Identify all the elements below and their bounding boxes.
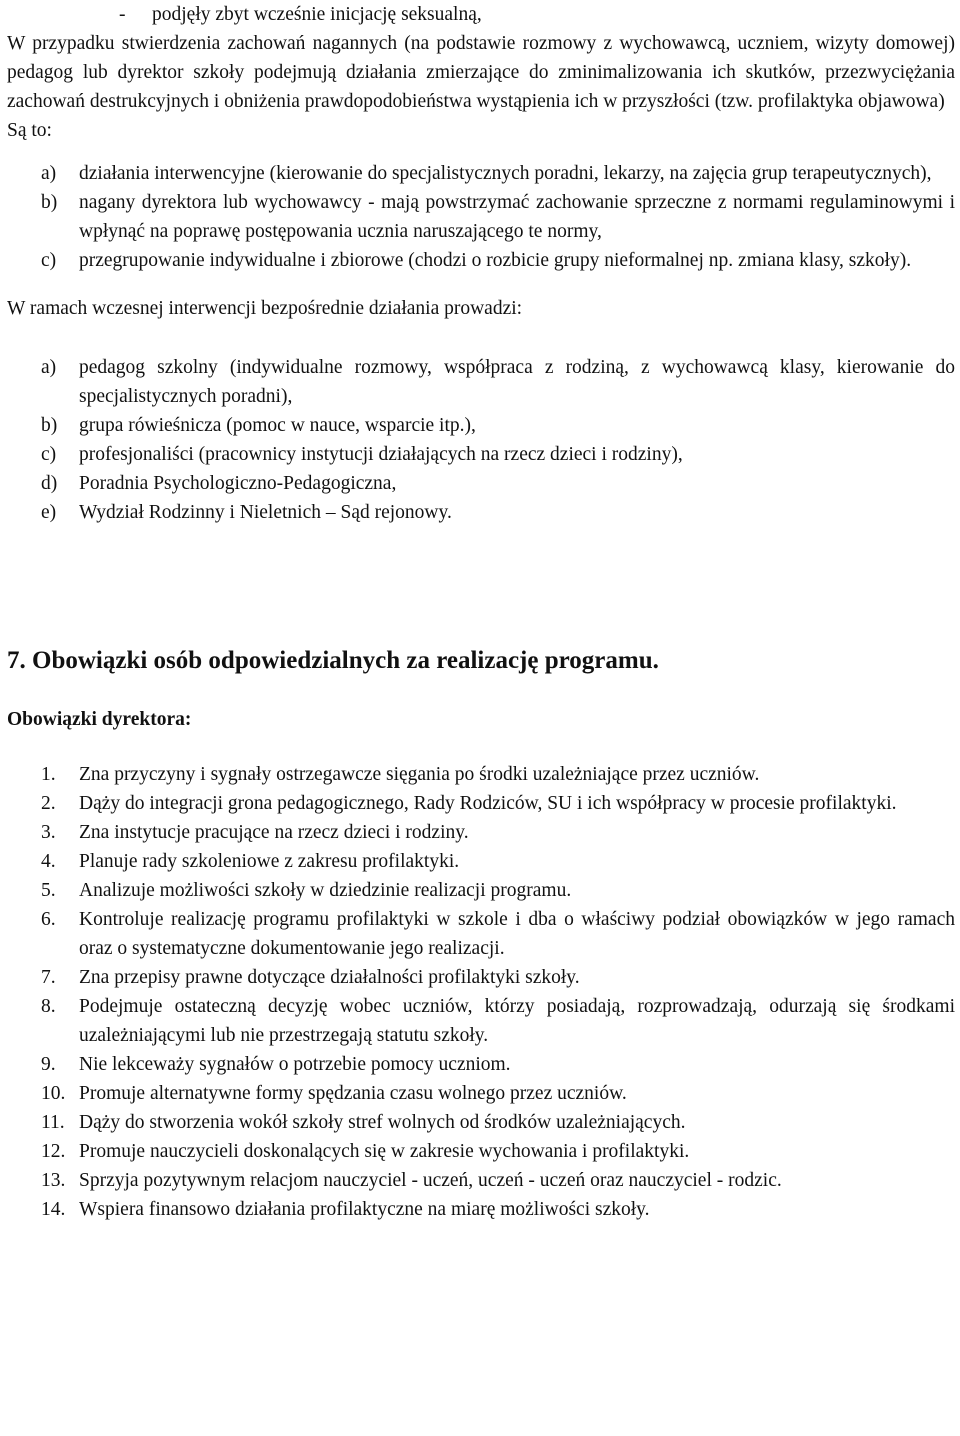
list-item-text: działania interwencyjne (kierowanie do specjalistycznych poradni, lekarzy, na zajęcia grup terapeutycznych), — [79, 163, 932, 184]
list-item-label: b) — [41, 415, 58, 436]
list-item — [7, 789, 955, 818]
list-item-text: Wspiera finansowo działania profilaktyczne na miarę możliwości szkoły. — [79, 1199, 650, 1220]
list-item-text: Nie lekceważy sygnałów o potrzebie pomocy uczniom. — [79, 1054, 511, 1075]
list-item — [7, 1050, 955, 1079]
list-item — [7, 246, 955, 275]
list-item-text: Dąży do stworzenia wokół szkoły stref wolnych od środków uzależniających. — [79, 1112, 686, 1133]
list-item-number: 10. — [41, 1083, 66, 1104]
list-item — [7, 159, 955, 188]
list-item-text: Wydział Rodzinny i Nieletnich – Sąd rejonowy. — [79, 502, 452, 523]
section-subheading: Obowiązki dyrektora: — [7, 709, 192, 730]
list-item — [7, 188, 955, 246]
list-item-text: Kontroluje realizację programu profilaktyki w szkole i dba o właściwy podział obowiązków w jego ramach oraz o systematyczne dokumentowanie jego realizacji. — [79, 909, 955, 959]
list-item-text: Dąży do integracji grona pedagogicznego, Rady Rodziców, SU i ich współpracy w procesie profilaktyki. — [79, 793, 897, 814]
list-item-number: 9. — [41, 1054, 56, 1075]
list-item-text: Zna przyczyny i sygnały ostrzegawcze sięgania po środki uzależniające przez uczniów. — [79, 764, 760, 785]
list-item — [7, 992, 955, 1050]
intervention-list — [7, 353, 955, 527]
list-item-text: przegrupowanie indywidualne i zbiorowe (chodzi o rozbicie grupy nieformalnej np. zmiana klasy, szkoły). — [79, 250, 912, 271]
list-item-text: profesjonaliści (pracownicy instytucji działających na rzecz dzieci i rodziny), — [79, 444, 683, 465]
list-item-number: 12. — [41, 1141, 66, 1162]
list-item-number: 1. — [41, 764, 56, 785]
list-item-label: d) — [41, 473, 58, 494]
list-item-number: 3. — [41, 822, 56, 843]
list-item-number: 6. — [41, 909, 56, 930]
list-item-text: Promuje nauczycieli doskonalących się w zakresie wychowania i profilaktyki. — [79, 1141, 690, 1162]
sa-to-label: Są to: — [7, 120, 52, 141]
list-item-text: grupa rówieśnicza (pomoc w nauce, wsparcie itp.), — [79, 415, 476, 436]
list-item-label: a) — [41, 357, 57, 378]
list-item — [7, 1108, 955, 1137]
list-item — [7, 760, 955, 789]
list-item — [7, 1079, 955, 1108]
list-item-text: Poradnia Psychologiczno-Pedagogiczna, — [79, 473, 397, 494]
list-item-text: nagany dyrektora lub wychowawcy - mają powstrzymać zachowanie sprzeczne z normami regulaminowymi i wpłynąć na poprawę postępowania ucznia naruszającego te normy, — [79, 192, 955, 242]
list-item-text: Zna przepisy prawne dotyczące działalności profilaktyki szkoły. — [79, 967, 580, 988]
list-item — [7, 469, 955, 498]
list-item — [7, 353, 955, 411]
list-item — [7, 1137, 955, 1166]
list-item-text: Planuje rady szkoleniowe z zakresu profilaktyki. — [79, 851, 460, 872]
list-item — [7, 847, 955, 876]
list-item — [7, 1166, 955, 1195]
list-item — [7, 818, 955, 847]
intro-paragraph: W przypadku stwierdzenia zachowań nagannych (na podstawie rozmowy z wychowawcą, uczniem, wizyty domowej) pedagog lub dyrektor szkoły podejmują działania zmierzające do zminimalizowania ich skutków, przezwyciężania zachowań destrukcyjnych i obniżenia prawdopodobieństwa wystąpienia ich w przyszłości (tzw. profilaktyka objawowa) — [7, 33, 955, 112]
section-heading: 7. Obowiązki osób odpowiedzialnych za realizację programu. — [7, 647, 659, 674]
list-item — [7, 905, 955, 963]
document-page — [7, 0, 955, 1224]
measures-list — [7, 159, 955, 275]
early-intervention-paragraph: W ramach wczesnej interwencji bezpośrednie działania prowadzi: — [7, 298, 523, 319]
list-item-number: 13. — [41, 1170, 66, 1191]
list-item-text: Zna instytucje pracujące na rzecz dzieci i rodziny. — [79, 822, 469, 843]
director-duties-list — [7, 760, 955, 1224]
list-item-number: 7. — [41, 967, 56, 988]
list-item-text: Promuje alternatywne formy spędzania czasu wolnego przez uczniów. — [79, 1083, 627, 1104]
list-item-number: 8. — [41, 996, 56, 1017]
list-item-label: b) — [41, 192, 58, 213]
list-item-label: e) — [41, 502, 57, 523]
list-item-label: a) — [41, 163, 57, 184]
list-item-label: c) — [41, 444, 57, 465]
list-item-number: 5. — [41, 880, 56, 901]
list-item — [7, 876, 955, 905]
list-item — [7, 1195, 955, 1224]
list-item-number: 4. — [41, 851, 56, 872]
list-item — [7, 498, 955, 527]
list-item-number: 11. — [41, 1112, 65, 1133]
list-item-text: Podejmuje ostateczną decyzję wobec uczniów, którzy posiadają, rozprowadzają, odurzają się środkami uzależniającymi lub nie przestrzegają statutu szkoły. — [79, 996, 955, 1046]
dash-bullet: - — [119, 4, 126, 25]
intro-dash-item — [7, 0, 955, 29]
list-item — [7, 411, 955, 440]
list-item-text: Analizuje możliwości szkoły w dziedzinie realizacji programu. — [79, 880, 572, 901]
list-item — [7, 963, 955, 992]
list-item — [7, 440, 955, 469]
list-item-text: pedagog szkolny (indywidualne rozmowy, współpraca z rodziną, z wychowawcą klasy, kierowanie do specjalistycznych poradni), — [79, 357, 955, 407]
list-item-number: 2. — [41, 793, 56, 814]
list-item-text: Sprzyja pozytywnym relacjom nauczyciel - uczeń, uczeń - uczeń oraz nauczyciel - rodzic. — [79, 1170, 782, 1191]
list-item-number: 14. — [41, 1199, 66, 1220]
list-item-label: c) — [41, 250, 57, 271]
dash-item-text: podjęły zbyt wcześnie inicjację seksualną, — [152, 4, 482, 25]
